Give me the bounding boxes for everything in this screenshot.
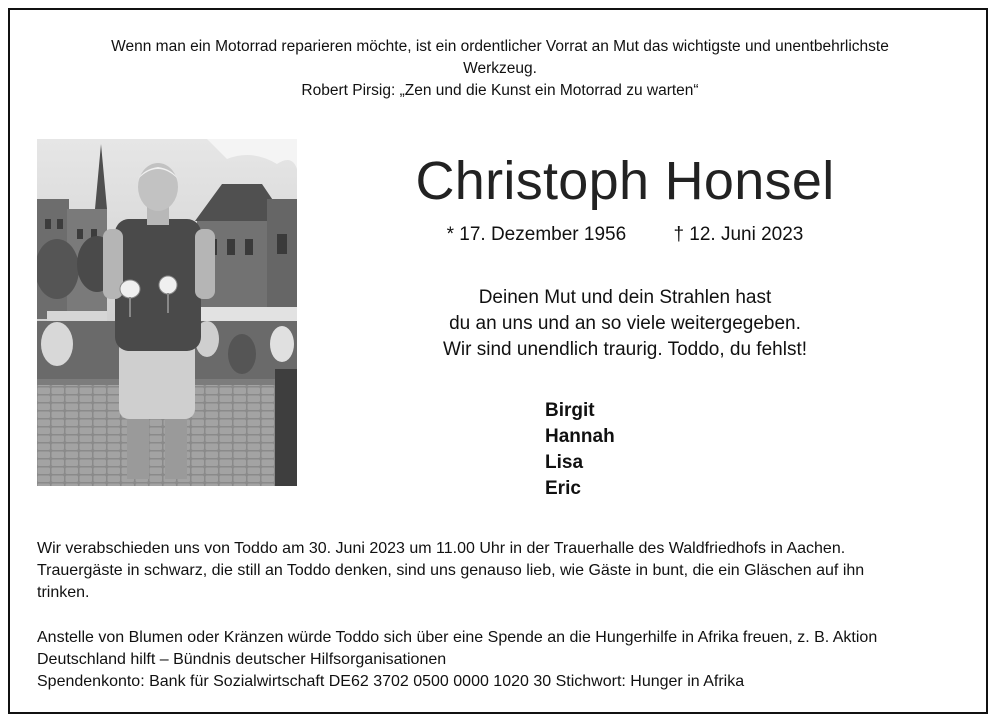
verse-line: Wir sind unendlich traurig. Toddo, du fehlst! <box>442 339 807 360</box>
mourner-name: Lisa <box>545 452 584 473</box>
death-date: † 12. Juni 2023 <box>673 224 804 245</box>
farewell-line-2: Trauergäste in schwarz, die still an Toddo denken, sind uns genauso lieb, wie Gäste in bunt, die ein Gläschen auf ihn <box>37 562 865 579</box>
quote-line-2: Werkzeug. <box>463 60 537 77</box>
mourner-name: Birgit <box>545 400 595 421</box>
birth-date: * 17. Dezember 1956 <box>446 224 627 245</box>
life-dates <box>330 224 920 246</box>
donation-paragraph <box>37 627 967 693</box>
donation-account: Spendenkonto: Bank für Sozialwirtschaft DE62 3702 0500 0000 1020 30 Stichwort: Hunger in Afrika <box>37 673 745 690</box>
quote-line-1: Wenn man ein Motorrad reparieren möchte, ist ein ordentlicher Vorrat an Mut das wichtigste und unentbehrlichste <box>111 38 889 55</box>
portrait-photo <box>37 139 297 486</box>
donation-line-1: Anstelle von Blumen oder Kränzen würde Toddo sich über eine Spende an die Hungerhilfe in Afrika freuen, z. B. Aktion <box>37 629 878 646</box>
farewell-paragraph <box>37 538 967 604</box>
donation-line-2: Deutschland hilft – Bündnis deutscher Hilfsorganisationen <box>37 651 447 668</box>
opening-quote <box>40 36 960 102</box>
deceased-name: Christoph Honsel <box>415 151 835 211</box>
mourners-list <box>545 398 615 502</box>
mourner-name: Hannah <box>545 426 615 447</box>
memorial-verse <box>330 285 920 363</box>
farewell-line-3: trinken. <box>37 584 90 601</box>
verse-line: Deinen Mut und dein Strahlen hast <box>478 287 772 308</box>
verse-line: du an uns und an so viele weitergegeben. <box>449 313 801 334</box>
farewell-line-1: Wir verabschieden uns von Toddo am 30. Juni 2023 um 11.00 Uhr in der Trauerhalle des Waldfriedhofs in Aachen. <box>37 540 846 557</box>
mourner-name: Eric <box>545 478 581 499</box>
quote-attribution: Robert Pirsig: „Zen und die Kunst ein Motorrad zu warten“ <box>301 82 699 99</box>
